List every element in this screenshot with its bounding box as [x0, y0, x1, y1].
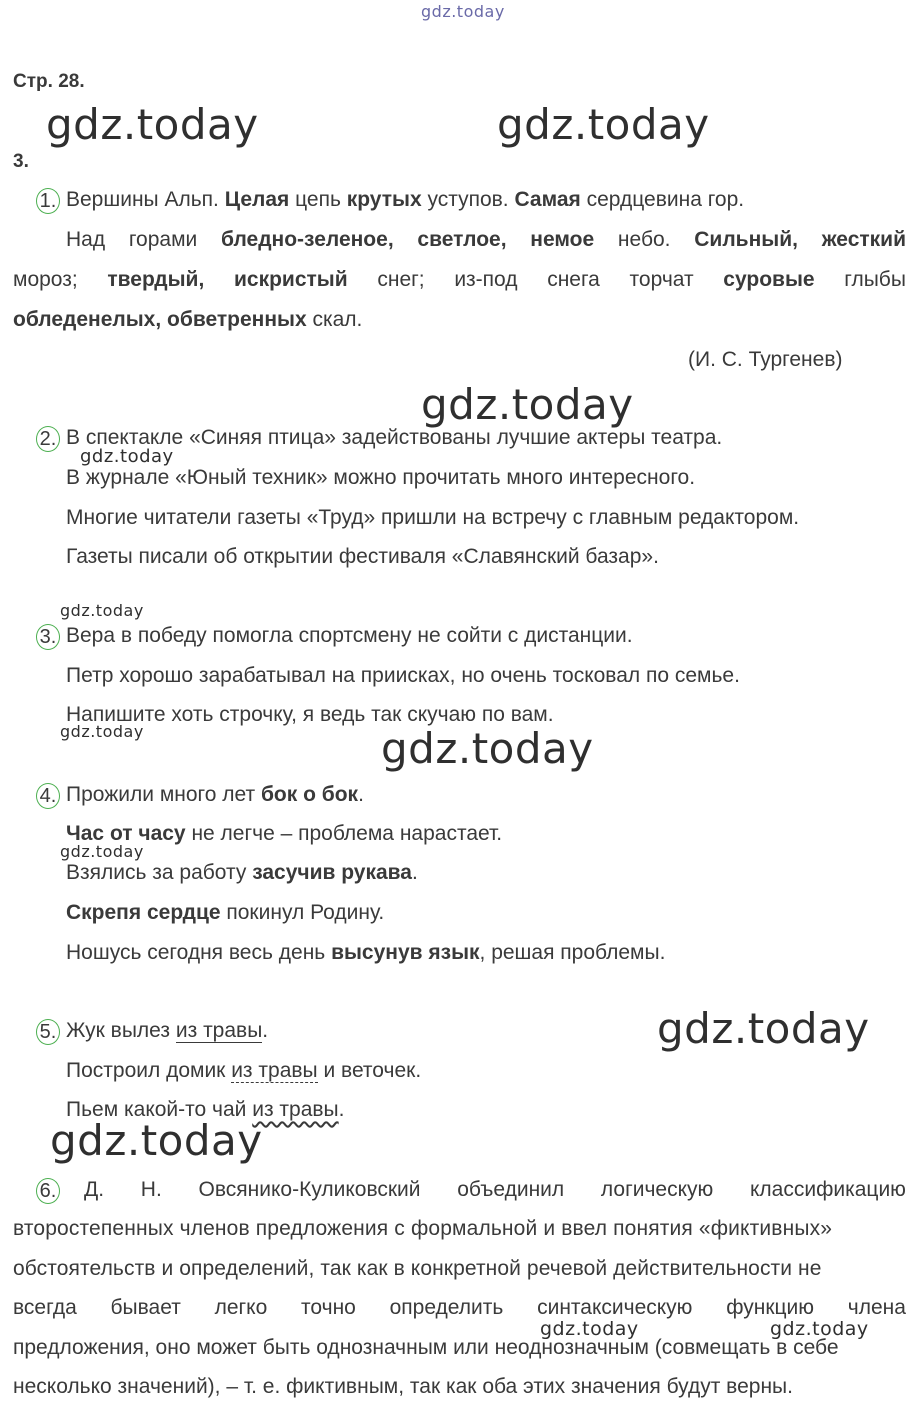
watermark: gdz.today [381, 724, 594, 773]
item-number: 4. [36, 783, 60, 809]
watermark: gdz.today [657, 1004, 870, 1053]
ex2-line: Газеты писали об открытии фестиваля «Славянский базар». [66, 545, 659, 568]
ex3-line: Петр хорошо зарабатывал на приисках, но очень тосковал по семье. [66, 664, 740, 687]
ex5-line-2: Построил домик из травы и веточек. [66, 1059, 422, 1082]
ex3-line: Напишите хоть строчку, я ведь так скучаю по вам. [66, 703, 554, 726]
ex4-line-5: Ношусь сегодня весь день высунув язык, решая проблемы. [66, 941, 666, 964]
watermark: gdz.today [46, 100, 259, 149]
ex2-line: Многие читатели газеты «Труд» пришли на встречу с главным редактором. [66, 506, 800, 529]
ex1-line-4: обледенелых, обветренных скал. [13, 308, 363, 331]
item-number: 2. [36, 426, 60, 452]
ex3-line: Вера в победу помогла спортсмену не сойти с дистанции. [66, 624, 633, 647]
watermark-top: gdz.today [421, 2, 505, 21]
watermark: gdz.today [540, 1318, 639, 1340]
item-number: 5. [36, 1019, 60, 1045]
ex5-line-1: Жук вылез из травы. [66, 1019, 269, 1042]
ex4-line-4: Скрепя сердце покинул Родину. [66, 901, 385, 924]
item-number: 6. [36, 1178, 60, 1204]
ex2-line: В журнале «Юный техник» можно прочитать много интересного. [66, 466, 696, 489]
page-reference: Стр. 28. [13, 71, 85, 92]
watermark: gdz.today [60, 842, 144, 861]
ex4-line-1: Прожили много лет бок о бок. [66, 783, 364, 806]
watermark: gdz.today [770, 1318, 869, 1340]
watermark: gdz.today [80, 446, 174, 467]
ex6-line-1: Д. Н. Овсянико-Куликовский объединил логическую классификацию [84, 1178, 906, 1201]
ex4-line-3: Взялись за работу засучив рукава. [66, 861, 418, 884]
ex4-line-2: Час от часу не легче – проблема нарастает. [66, 822, 503, 845]
author: (И. С. Тургенев) [688, 348, 843, 371]
ex1-line-3: мороз; твердый, искристый снег; из-под снега торчат суровые глыбы [13, 268, 906, 291]
watermark: gdz.today [60, 601, 144, 620]
ex6-line-4: всегда бывает легко точно определить синтаксическую функцию члена [13, 1296, 906, 1319]
ex6-line-3: обстоятельств и определений, так как в конкретной речевой действительности не [13, 1257, 822, 1280]
item-number: 3. [36, 624, 60, 650]
ex6-line-2: второстепенных членов предложения с формальной и ввел понятия «фиктивных» [13, 1217, 833, 1240]
ex6-line-5: предложения, оно может быть однозначным или неоднозначным (совмещать в себе [13, 1336, 839, 1359]
ex1-line-1: Вершины Альп. Целая цепь крутых уступов. Самая сердцевина гор. [66, 188, 745, 211]
ex6-line-6: несколько значений), – т. е. фиктивным, так как оба этих значения будут верны. [13, 1375, 793, 1398]
watermark: gdz.today [497, 100, 710, 149]
task-number: 3. [13, 151, 29, 172]
watermark: gdz.today [421, 380, 634, 429]
watermark: gdz.today [50, 1116, 263, 1165]
ex5-line-3: Пьем какой-то чай из травы. [66, 1098, 345, 1121]
ex1-line-2: Над горами бледно-зеленое, светлое, немое небо. Сильный, жесткий [66, 228, 906, 251]
item-number: 1. [36, 188, 60, 214]
ex2-line: В спектакле «Синяя птица» задействованы лучшие актеры театра. [66, 426, 723, 449]
watermark: gdz.today [60, 722, 144, 741]
